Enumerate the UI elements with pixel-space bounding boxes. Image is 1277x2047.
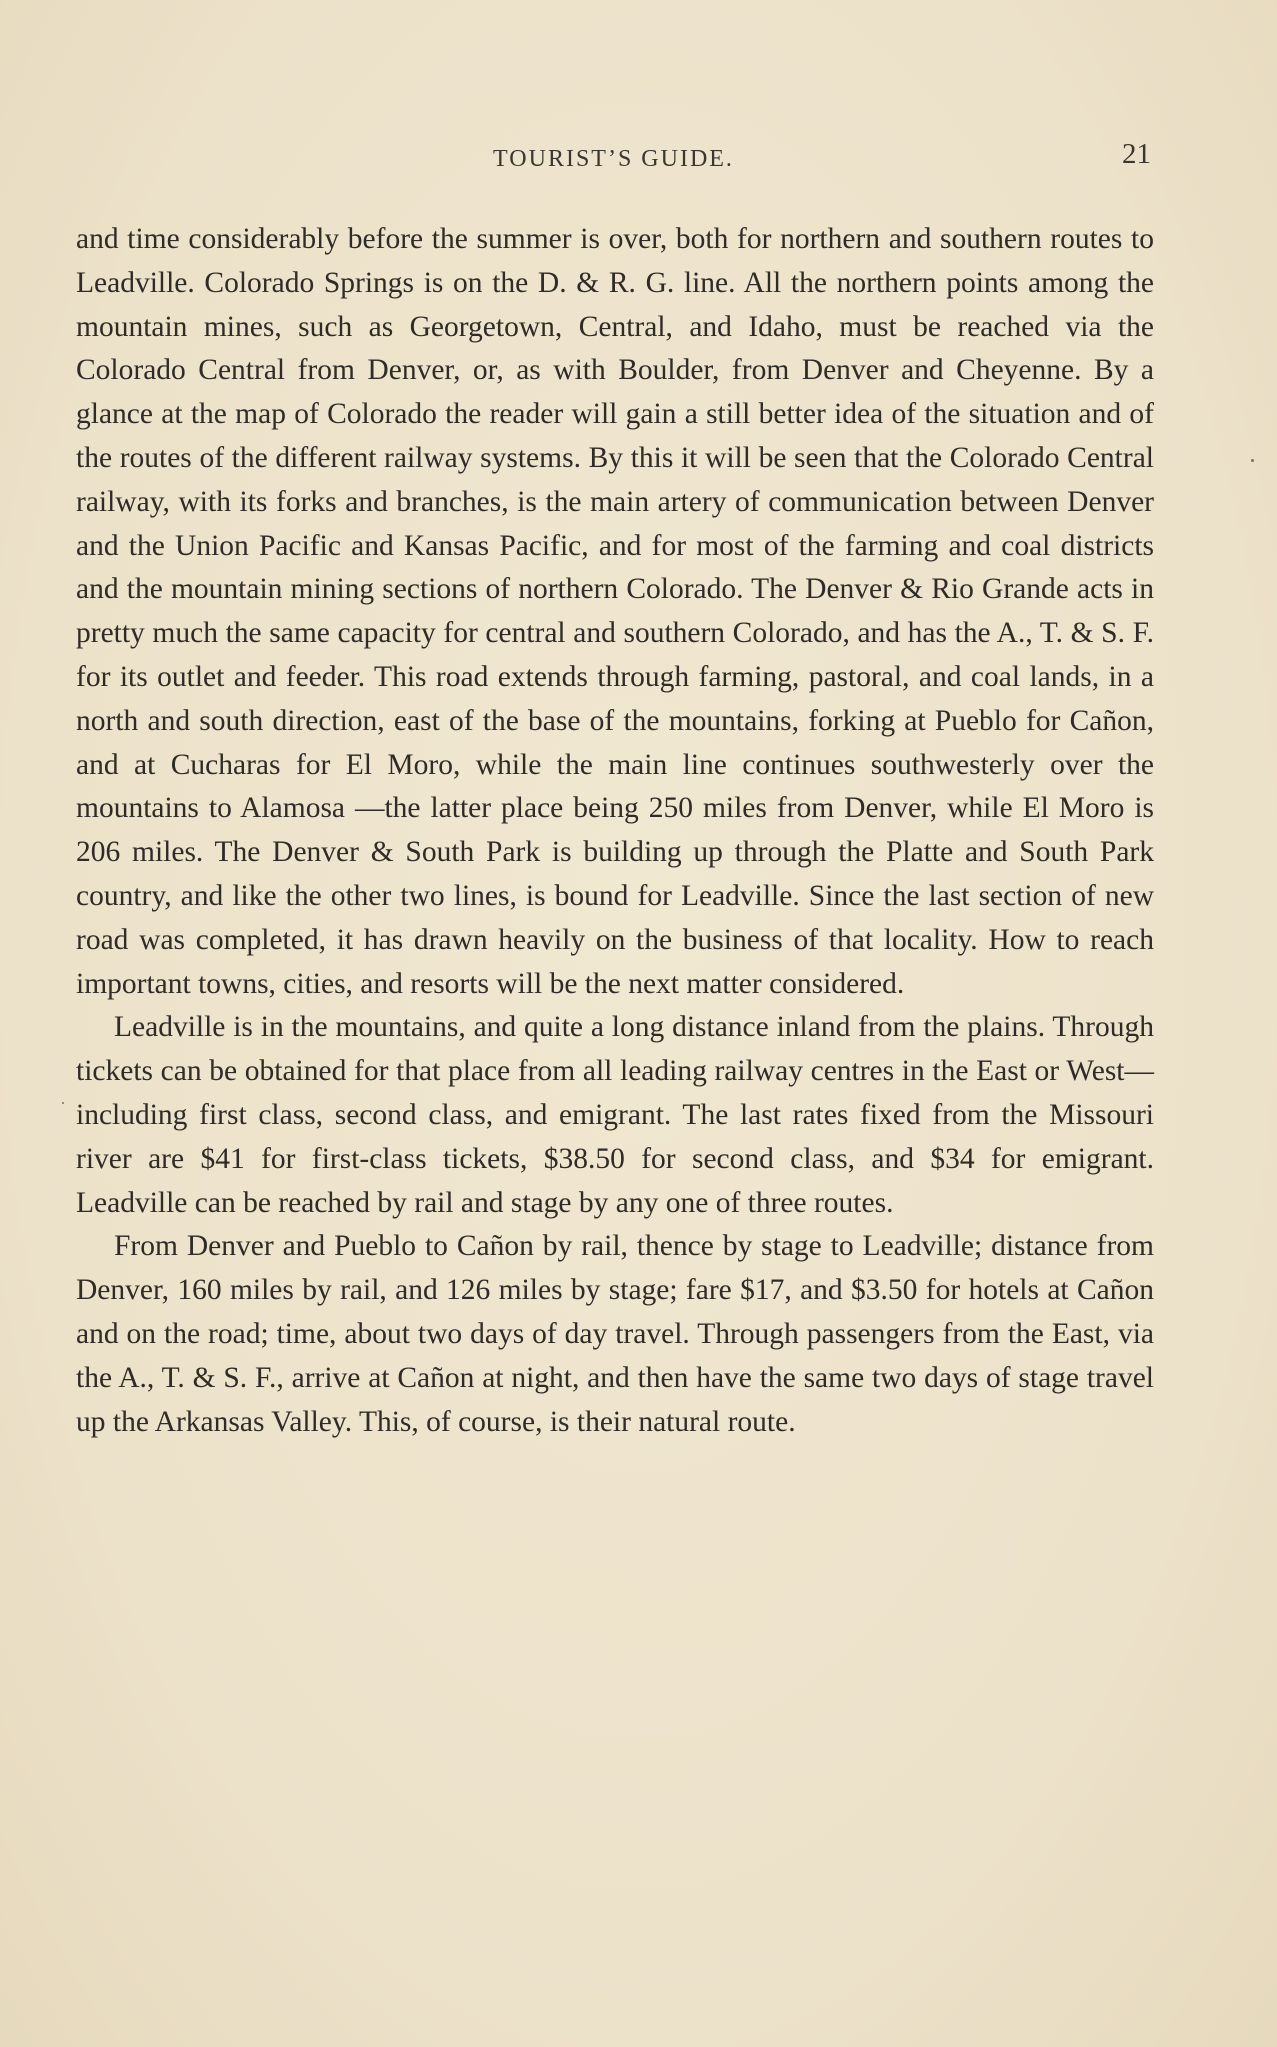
running-head bbox=[76, 138, 1151, 178]
running-title: TOURIST’S GUIDE. bbox=[493, 146, 734, 172]
page-number: 21 bbox=[1122, 138, 1151, 170]
paper-speck bbox=[1251, 459, 1254, 462]
paragraph-1: and time considerably before the summer is over, both for northern and southern routes to Leadville. Colorado Springs is on the D. & R. G. line. All the northern points among the mountain mines, such as Georgetown, Central, and Idaho, must be reached via the Colorado Central from Denver, or, as with Boulder, from Denver and Cheyenne. By a glance at the map of Colorado the reader will gain a still better idea of the situation and of the routes of the different railway systems. By this it will be seen that the Colorado Central railway, with its forks and branches, is the main artery of communication between Denver and the Union Pacific and Kansas Pacific, and for most of the farming and coal districts and the mountain mining sections of northern Colorado. The Denver & Rio Grande acts in pretty much the same capacity for central and southern Colorado, and has the A., T. & S. F. for its outlet and feeder. This road extends through farming, pastoral, and coal lands, in a north and south direction, east of the base of the mountains, forking at Pueblo for Cañon, and at Cucharas for El Moro, while the main line continues southwesterly over the mountains to Alamosa —the latter place being 250 miles from Denver, while El Moro is 206 miles. The Denver & South Park is building up through the Platte and South Park country, and like the other two lines, is bound for Leadville. Since the last section of new road was completed, it has drawn heavily on the business of that locality. How to reach important towns, cities, and resorts will be the next matter considered. bbox=[76, 223, 1154, 1000]
paragraph-3: From Denver and Pueblo to Cañon by rail, thence by stage to Leadville; distance from Denver, 160 miles by rail, and 126 miles by stage; fare $17, and $3.50 for hotels at Cañon and on the road; time, about two days of day travel. Through passengers from the East, via the A., T. & S. F., arrive at Cañon at night, and then have the same two days of stage travel up the Arkansas Valley. This, of course, is their natural route. bbox=[76, 1230, 1154, 1438]
body-text bbox=[76, 218, 1154, 1444]
paper-speck bbox=[62, 1102, 64, 1104]
paragraph-2: Leadville is in the mountains, and quite a long distance inland from the plains. Through tickets can be obtained for that place from all leading railway centres in the East or West—including first class, second class, and emigrant. The last rates fixed from the Missouri river are $41 for first-class tickets, $38.50 for second class, and $34 for emigrant. Leadville can be reached by rail and stage by any one of three routes. bbox=[76, 1011, 1154, 1219]
